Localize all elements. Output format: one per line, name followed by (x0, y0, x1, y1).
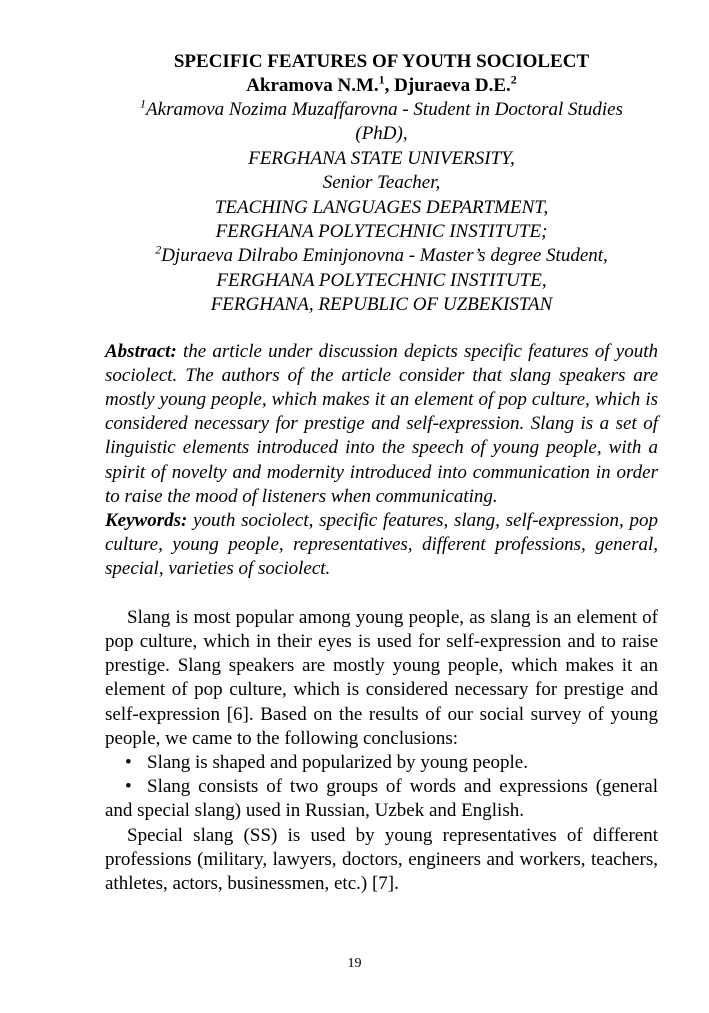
affiliation-1-position: Senior Teacher, (322, 172, 441, 194)
affiliation-1-line-2: (PhD), (355, 123, 408, 145)
bullet-icon: • (125, 776, 132, 798)
body-paragraph-1: Slang is most popular among young people, as slang is an element of pop culture, which in their eyes is used for self-expression and to raise prestige. Slang speakers are mostly young people, which makes it an element of pop culture, which is considered necessary for prestige and self-expression [6]. Based on the results of our social survey of young people, we came to the following conclusions: (105, 606, 658, 749)
abstract-paragraph (105, 340, 658, 509)
affiliation-1-name: Akramova Nozima Muzaffarovna - Student in Doctoral Studies (146, 99, 623, 120)
affiliation-1-line-1 (93, 98, 670, 122)
page-number: 19 (347, 956, 362, 971)
affiliation-2-location: FERGHANA, REPUBLIC OF UZBEKISTAN (210, 294, 553, 316)
article-title: SPECIFIC FEATURES OF YOUTH SOCIOLECT (173, 51, 590, 72)
abstract-label: Abstract: (105, 340, 177, 362)
body-text (105, 606, 658, 896)
affiliation-2-superscript: 2 (155, 243, 162, 258)
author-separator: , (384, 75, 395, 96)
keywords-label: Keywords: (105, 510, 188, 532)
abstract-text: the article under discussion depicts specific features of youth sociolect. The authors of the article consider that slang speakers are mostly young people, which makes it an element of pop culture, which is considered necessary for prestige and self-expression. Slang is a set of linguistic elements introduced into the speech of young people, with a spirit of novelty and modernity introduced into communication in order to raise the mood of listeners when communicating. (105, 340, 658, 507)
affiliation-2-institute: FERGHANA POLYTECHNIC INSTITUTE, (216, 269, 547, 291)
bullet-item-1-text: Slang is shaped and popularized by young people. (147, 751, 528, 773)
author-2-superscript: 2 (510, 72, 517, 87)
abstract-block (105, 340, 658, 582)
affiliation-1-university: FERGHANA STATE UNIVERSITY, (248, 147, 515, 169)
article-page (105, 50, 658, 896)
affiliation-2-name: Djuraeva Dilrabo Eminjonovna - Master’s degree Student, (161, 245, 608, 267)
author-1-name: Akramova N.M. (246, 75, 379, 96)
affiliation-1-institute: FERGHANA POLYTECHNIC INSTITUTE; (215, 221, 548, 243)
keywords-text: youth sociolect, specific features, slang, self-expression, pop culture, young people, representatives, different professions, general, special, varieties of sociolect. (105, 510, 658, 580)
author-1-superscript: 1 (378, 72, 385, 87)
bullet-item-2 (105, 775, 658, 823)
bullet-item-2-text: Slang consists of two groups of words and expressions (general and special slang) used in Russian, Uzbek and English. (105, 776, 658, 822)
body-paragraph-2: Special slang (SS) is used by young representatives of different professions (military, lawyers, doctors, engineers and workers, teachers, athletes, actors, businessmen, etc.) [7]. (105, 824, 658, 894)
affiliation-1-superscript: 1 (140, 96, 147, 111)
author-line (105, 74, 658, 98)
bullet-item-1 (105, 751, 658, 775)
bullet-icon: • (125, 751, 132, 773)
affiliation-1-department: TEACHING LANGUAGES DEPARTMENT, (214, 196, 549, 218)
keywords-paragraph (105, 509, 658, 582)
affiliation-2-line-1 (93, 244, 670, 268)
author-2-name: Djuraeva D.E. (394, 75, 511, 96)
